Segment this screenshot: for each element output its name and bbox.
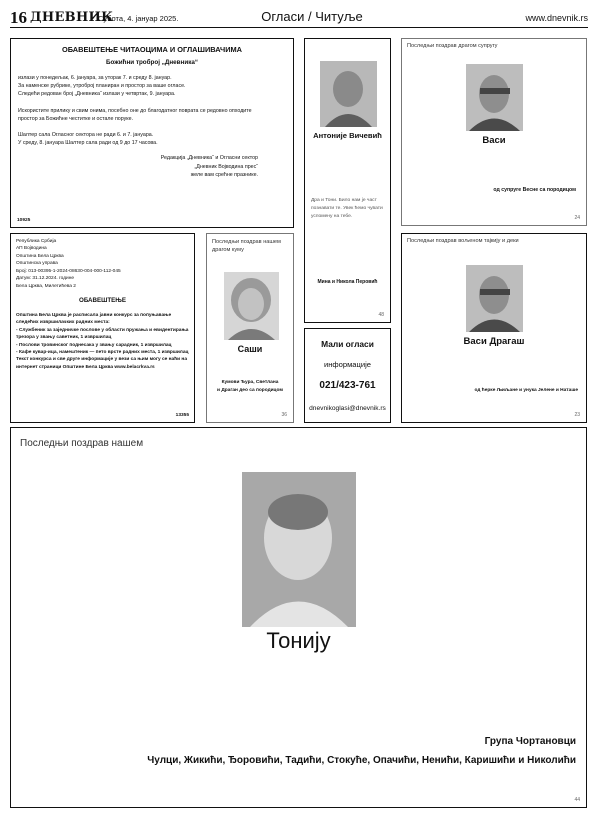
obituary-sender: [207, 379, 293, 394]
portrait-photo: [242, 472, 356, 627]
readers-notice: [10, 38, 294, 228]
obituary-heading: Последњи поздрав нашем драгом куму: [212, 239, 281, 254]
page-number: 16: [10, 8, 27, 27]
issuer-line: Бела Црква, Милетићева 2: [16, 283, 76, 289]
deceased-name: Саши: [237, 344, 263, 354]
sender-line: Кумови Ђура, Светлана: [221, 380, 279, 385]
obituary-heading: Последњи поздрав вољеном тајкију и деки: [407, 238, 519, 244]
obituary-sasi: [206, 233, 294, 423]
notice-line: За наменске рубрике, утробрoj планиран и простор за ваше огласе.: [18, 83, 186, 90]
issuer-line: Датум: 31.12.2024. године: [16, 276, 75, 282]
ad-code: 10925: [17, 218, 31, 223]
ad-number: 44: [574, 797, 580, 803]
issuer-block: [16, 238, 189, 290]
municipality-notice: [10, 233, 195, 423]
notice-line: Следећи редован број „Дневника“ излази у четвртак, 9. јануара.: [18, 91, 176, 98]
notice-signature: [18, 154, 286, 179]
deceased-name: Тонију: [266, 628, 331, 653]
list-item: - Послови тровинског поднесака у звању сарадник, 1 извршилац: [16, 342, 189, 349]
obituary-heading: Последњи поздрав нашем: [20, 438, 144, 449]
notice-line: простор за Божићне честитке и осталe поруке.: [18, 115, 134, 122]
notice-line: У среду, 8. јануара Шалтер сала ради од 9 до 17 часова.: [18, 140, 158, 147]
obituary-antonije: [304, 38, 391, 323]
obituary-vasi-husband: [401, 38, 587, 226]
signature-line: желе вам срећне празнике.: [190, 171, 258, 178]
list-item: - Кафе кувар-ица, намештеник — пето врсте радних места, 1 извршилац: [16, 349, 189, 356]
notice-subtitle: Божићни тробрoj „Дневника“: [105, 59, 199, 66]
website-link[interactable]: www.dnevnik.rs: [525, 13, 588, 23]
obituary-toni: [10, 427, 587, 808]
ad-number: 48: [378, 312, 384, 318]
classifieds-phone[interactable]: 021/423-761: [319, 380, 376, 391]
ad-number: 23: [574, 412, 580, 418]
issuer-line: АП Војводина: [16, 246, 47, 252]
issue-date: Субота, 4. јануар 2025.: [98, 14, 179, 23]
position-list: [16, 327, 189, 357]
notice-paragraph: [18, 107, 286, 123]
tender-heading: ОБАВЕШТЕЊЕ: [79, 296, 126, 304]
notice-paragraph: [18, 131, 286, 147]
notice-line: излази у понедељак, 6. јануара, за уторак 7. и среду 8. јануар.: [18, 75, 172, 81]
issuer-line: Општинска управа: [16, 261, 58, 267]
obituary-group: Група Чортановци: [484, 736, 576, 747]
issuer-line: Општина Бела Црква: [16, 253, 64, 259]
deceased-name: Васи Драгаш: [463, 336, 525, 347]
issuer-line: Република Србија: [16, 239, 57, 244]
classifieds-title: Мали огласи: [321, 339, 374, 349]
deceased-name: Антоније Вичевић: [313, 131, 382, 140]
notice-title: ОБАВЕШТЕЊЕ ЧИТАОЦИМА И ОГЛАШИВАЧИМА: [61, 45, 242, 54]
notice-paragraph: [18, 74, 286, 99]
portrait-photo: [224, 272, 279, 340]
obituary-families: Чулци, Жикићи, Ђоровићи, Тадићи, Стокуће, Опачићи, Ненићи, Каришићи и Николићи: [147, 755, 576, 766]
notice-line: Шалтер сала Огласног сектора не ради 6. и 7. јануара.: [18, 132, 154, 139]
obituary-verse: Дра и Тони. Било нам је част познавати те. Увек ћемо чувати успомену на тебе.: [311, 198, 383, 220]
obituary-vasi-dragas: [401, 233, 587, 423]
signature-line: Редакција „Дневника“ и Огласни сектор: [160, 155, 258, 162]
classifieds-email[interactable]: dnevnikoglasi@dnevnik.rs: [309, 405, 386, 412]
portrait-photo: [466, 265, 523, 332]
sender-line: и Драган део са породицом: [217, 387, 283, 393]
portrait-photo: [320, 61, 377, 127]
issuer-line: Број: 013-00395-1-2024-08630-004-000-112-045: [16, 268, 121, 274]
notice-line: Искористите прилику и свим онима, посебно оне до благодатног поврата се редовно опходите: [18, 107, 252, 114]
obituary-heading: Последњи поздрав драгом супругу: [407, 43, 498, 49]
section-title: Огласи / Читуље: [261, 9, 363, 24]
tender-outro: Текст конкурса и све друге информације у вези са њим могу се наћи на интернет страници Општине Бела Црква www.belacrkva.rs: [16, 357, 187, 370]
tender-intro: Општина Бела Црква је расписала јавни конкурс за попуњавање следећих извршилачких радних места:: [16, 312, 172, 326]
page-header: [10, 8, 588, 28]
ad-code: 13355: [175, 413, 189, 418]
portrait-photo: [466, 64, 523, 131]
ad-number: 24: [574, 215, 580, 221]
list-item: - Службеник за заједничке послове у области пружања и евидентирања трезора у звању саветник, 1 извршилац: [16, 327, 189, 342]
signature-line: „Дневник Војводина прес“: [194, 163, 258, 170]
newspaper-logo: ДНЕВНИК: [30, 10, 114, 25]
classifieds-info: информације: [323, 360, 372, 369]
obituary-sender: Мина и Никола Перовић: [317, 279, 378, 285]
obituary-sender: од супруге Весне са породицом: [493, 187, 576, 193]
deceased-name: Васи: [482, 135, 506, 146]
classifieds-box: [304, 328, 391, 423]
obituary-sender: од ћерке Љиљане и унука Јелене и Наташе: [474, 388, 578, 393]
ad-number: 36: [281, 412, 287, 418]
